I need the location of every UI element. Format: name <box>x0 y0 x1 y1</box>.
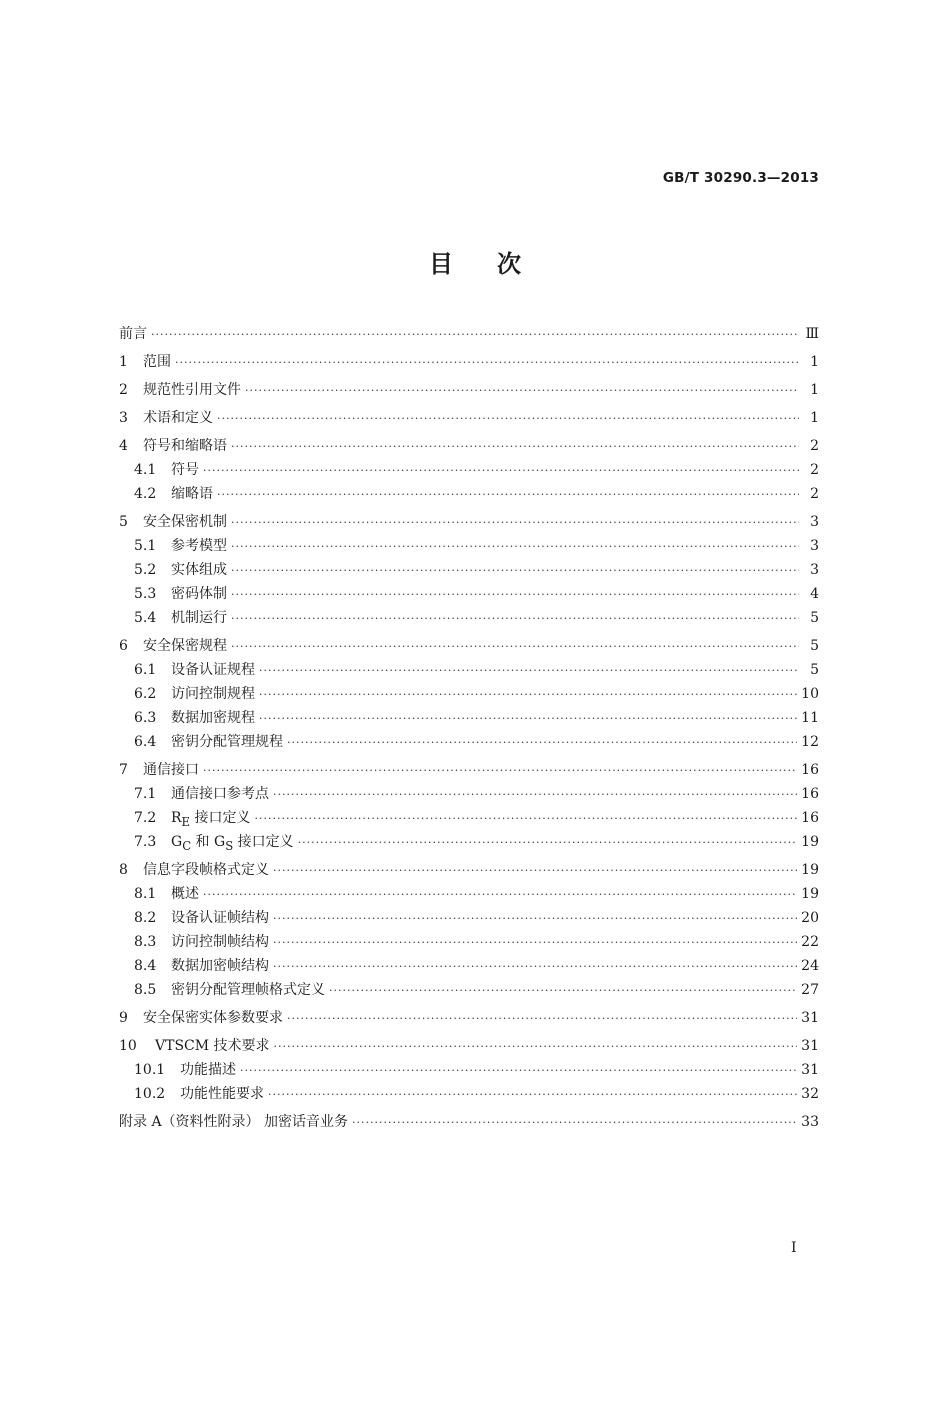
toc-leader-dots <box>273 930 797 954</box>
toc-entry-label: 参考模型 <box>171 538 227 554</box>
toc-entry-number: 6.3 <box>134 710 157 726</box>
toc-entry[interactable] <box>119 682 819 706</box>
toc-entry-number: 7 <box>119 762 128 778</box>
toc-entry-label: 术语和定义 <box>143 410 213 426</box>
toc-entry-label: VTSCM 技术要求 <box>155 1038 270 1054</box>
toc-leader-dots <box>231 534 799 558</box>
toc-entry[interactable] <box>119 482 819 506</box>
toc-entry-label: 规范性引用文件 <box>143 382 241 398</box>
toc-entry[interactable] <box>119 1082 819 1106</box>
toc-leader-dots <box>240 1058 797 1082</box>
toc-entry-page: 31 <box>801 1010 819 1026</box>
toc-entry-number: 10.1 <box>134 1062 166 1078</box>
toc-leader-dots <box>151 322 799 346</box>
toc-entry-number: 10 <box>119 1038 137 1054</box>
toc-leader-dots <box>259 682 797 706</box>
toc-leader-dots <box>203 458 799 482</box>
toc-entry-page: 20 <box>801 910 819 926</box>
toc-entry-page: 5 <box>810 638 819 654</box>
toc-entry[interactable] <box>119 978 819 1002</box>
toc-entry[interactable] <box>119 906 819 930</box>
toc-entry[interactable] <box>119 558 819 582</box>
toc-entry-page: 27 <box>801 982 819 998</box>
toc-leader-dots <box>231 634 799 658</box>
toc-entry-label: 符号和缩略语 <box>143 438 227 454</box>
toc-entry[interactable] <box>119 730 819 754</box>
toc-entry[interactable] <box>119 882 819 906</box>
toc-leader-dots <box>352 1110 797 1134</box>
toc-entry-page: 11 <box>801 710 819 726</box>
toc-entry-label: 设备认证规程 <box>171 662 255 678</box>
toc-entry-label: 附录 A（资料性附录） 加密话音业务 <box>119 1114 349 1130</box>
toc-entry[interactable] <box>119 510 819 534</box>
toc-entry-number: 7.1 <box>134 786 157 802</box>
toc-leader-dots <box>259 658 799 682</box>
toc-entry-page: 24 <box>801 958 819 974</box>
toc-entry-label: 设备认证帧结构 <box>171 910 269 926</box>
toc-entry-label: 安全保密规程 <box>143 638 227 654</box>
toc-entry-number: 8.3 <box>134 934 157 950</box>
toc-entry-page: 1 <box>810 410 819 426</box>
toc-entry-page: 10 <box>801 686 819 702</box>
toc-entry-label: 前言 <box>119 326 147 342</box>
toc-entry-number: 7.3 <box>134 834 157 850</box>
toc-leader-dots <box>231 582 799 606</box>
toc-entry-page: 19 <box>801 834 819 850</box>
toc-entry-number: 6.4 <box>134 734 157 750</box>
toc-entry-number: 4.2 <box>134 486 157 502</box>
toc-entry[interactable] <box>119 606 819 630</box>
toc-entry[interactable] <box>119 830 819 854</box>
toc-entry[interactable] <box>119 322 819 346</box>
toc-entry-label: 功能描述 <box>180 1062 236 1078</box>
toc-entry-label: $R_E$ 接口定义 <box>171 810 251 829</box>
toc-entry-page: 19 <box>801 862 819 878</box>
toc-leader-dots <box>255 806 798 830</box>
toc-entry-page: 1 <box>810 354 819 370</box>
toc-leader-dots <box>259 706 797 730</box>
toc-entry-page: 12 <box>801 734 819 750</box>
table-of-contents <box>119 322 819 1134</box>
toc-entry[interactable] <box>119 1034 819 1058</box>
toc-entry[interactable] <box>119 658 819 682</box>
page-title: 目次 <box>429 250 565 278</box>
toc-entry-label: 数据加密帧结构 <box>171 958 269 974</box>
toc-entry-number: 5.4 <box>134 610 157 626</box>
toc-entry[interactable] <box>119 806 819 830</box>
toc-entry-page: 19 <box>801 886 819 902</box>
toc-entry-page: 2 <box>810 486 819 502</box>
toc-entry-label: 机制运行 <box>171 610 227 626</box>
toc-leader-dots <box>268 1082 797 1106</box>
toc-entry[interactable] <box>119 582 819 606</box>
toc-entry-page: 3 <box>810 538 819 554</box>
toc-entry-number: 9 <box>119 1010 128 1026</box>
toc-leader-dots <box>217 482 799 506</box>
toc-entry[interactable] <box>119 434 819 458</box>
toc-entry-page: 16 <box>801 810 819 826</box>
toc-entry[interactable] <box>119 758 819 782</box>
toc-entry-label: 实体组成 <box>171 562 227 578</box>
toc-entry[interactable] <box>119 406 819 430</box>
toc-entry[interactable] <box>119 782 819 806</box>
toc-entry[interactable] <box>119 378 819 402</box>
toc-leader-dots <box>203 882 797 906</box>
toc-entry-label: 缩略语 <box>171 486 213 502</box>
toc-leader-dots <box>287 1006 797 1030</box>
toc-entry[interactable] <box>119 634 819 658</box>
toc-entry-label: 通信接口 <box>143 762 199 778</box>
toc-entry-label: 密钥分配管理帧格式定义 <box>171 982 325 998</box>
toc-entry-page: 3 <box>810 514 819 530</box>
toc-entry-page: 16 <box>801 786 819 802</box>
toc-entry-number: 1 <box>119 354 128 370</box>
toc-entry-label: 概述 <box>171 886 199 902</box>
toc-entry-label: 密钥分配管理规程 <box>171 734 283 750</box>
toc-entry-label: 密码体制 <box>171 586 227 602</box>
toc-entry[interactable] <box>119 534 819 558</box>
toc-entry-number: 5.2 <box>134 562 157 578</box>
toc-entry-label: 数据加密规程 <box>171 710 255 726</box>
toc-entry-page: 31 <box>801 1062 819 1078</box>
toc-entry-number: 4 <box>119 438 128 454</box>
toc-entry-label: 安全保密机制 <box>143 514 227 530</box>
toc-entry-page: 16 <box>801 762 819 778</box>
toc-leader-dots <box>231 510 799 534</box>
toc-leader-dots <box>217 406 799 430</box>
toc-entry-number: 6 <box>119 638 128 654</box>
toc-entry-number: 5.3 <box>134 586 157 602</box>
toc-entry-page: 1 <box>810 382 819 398</box>
toc-entry-number: 6.2 <box>134 686 157 702</box>
toc-leader-dots <box>203 758 797 782</box>
page-number: I <box>791 1240 797 1256</box>
toc-entry[interactable] <box>119 706 819 730</box>
toc-leader-dots <box>274 1034 798 1058</box>
toc-entry-number: 7.2 <box>134 810 157 826</box>
toc-leader-dots <box>298 830 798 854</box>
toc-entry[interactable] <box>119 1006 819 1030</box>
toc-entry-page: 22 <box>801 934 819 950</box>
toc-leader-dots <box>287 730 797 754</box>
toc-leader-dots <box>273 782 797 806</box>
toc-entry-label: 安全保密实体参数要求 <box>143 1010 283 1026</box>
toc-entry-page: 5 <box>810 610 819 626</box>
toc-entry-label: 信息字段帧格式定义 <box>143 862 269 878</box>
standard-code: GB/T 30290.3—2013 <box>662 170 819 186</box>
toc-leader-dots <box>231 558 799 582</box>
toc-entry[interactable] <box>119 1110 819 1134</box>
toc-entry[interactable] <box>119 458 819 482</box>
toc-entry-label: 符号 <box>171 462 199 478</box>
toc-entry-page: 2 <box>810 438 819 454</box>
toc-leader-dots <box>273 906 797 930</box>
toc-entry-label: 功能性能要求 <box>180 1086 264 1102</box>
toc-entry[interactable] <box>119 1058 819 1082</box>
toc-leader-dots <box>273 858 797 882</box>
toc-entry-page: 31 <box>801 1038 819 1054</box>
toc-leader-dots <box>329 978 797 1002</box>
toc-entry-number: 8.5 <box>134 982 157 998</box>
toc-entry-label: 通信接口参考点 <box>171 786 269 802</box>
toc-entry-number: 10.2 <box>134 1086 166 1102</box>
toc-leader-dots <box>175 350 799 374</box>
toc-entry-number: 8.2 <box>134 910 157 926</box>
toc-entry-number: 3 <box>119 410 128 426</box>
toc-entry-number: 8.1 <box>134 886 157 902</box>
toc-entry-label: 访问控制规程 <box>171 686 255 702</box>
toc-entry-page: 2 <box>810 462 819 478</box>
toc-leader-dots <box>231 434 799 458</box>
toc-entry-number: 8 <box>119 862 128 878</box>
toc-entry-page: 3 <box>810 562 819 578</box>
toc-entry-number: 5.1 <box>134 538 157 554</box>
toc-entry-label: 范围 <box>143 354 171 370</box>
toc-entry-page: Ⅲ <box>805 326 819 342</box>
toc-entry-number: 5 <box>119 514 128 530</box>
toc-leader-dots <box>273 954 797 978</box>
toc-entry-number: 6.1 <box>134 662 157 678</box>
toc-entry-label: $G_C$ 和 $G_S$ 接口定义 <box>171 834 294 853</box>
toc-entry[interactable] <box>119 930 819 954</box>
toc-entry-label: 访问控制帧结构 <box>171 934 269 950</box>
toc-leader-dots <box>231 606 799 630</box>
toc-entry-page: 32 <box>801 1086 819 1102</box>
toc-entry-page: 33 <box>801 1114 819 1130</box>
toc-leader-dots <box>245 378 799 402</box>
toc-entry-number: 8.4 <box>134 958 157 974</box>
toc-entry[interactable] <box>119 350 819 374</box>
toc-entry-page: 5 <box>810 662 819 678</box>
toc-entry-number: 2 <box>119 382 128 398</box>
toc-entry[interactable] <box>119 858 819 882</box>
toc-entry-page: 4 <box>810 586 819 602</box>
toc-entry[interactable] <box>119 954 819 978</box>
toc-entry-number: 4.1 <box>134 462 157 478</box>
